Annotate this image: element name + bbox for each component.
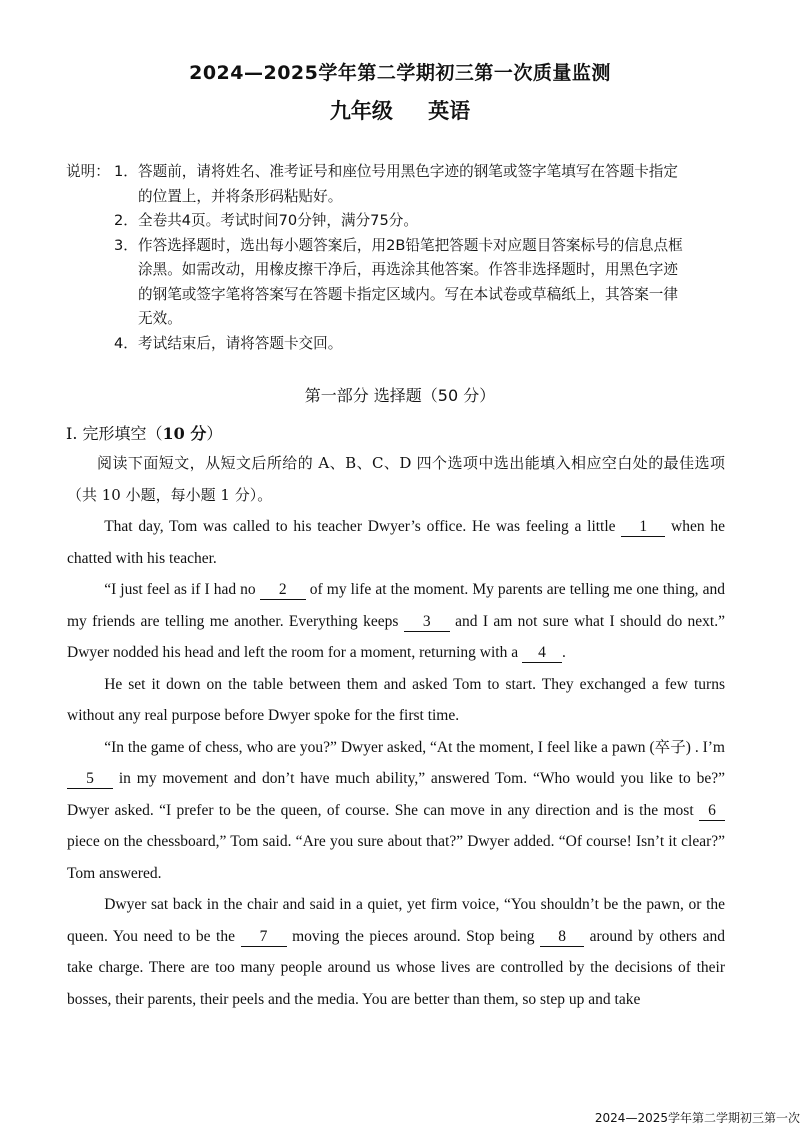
instruction-item (66, 234, 686, 332)
instructions (66, 160, 686, 356)
passage-paragraph (67, 511, 725, 574)
instruction-text: 考试结束后，请将答题卡交回。 (138, 334, 343, 352)
part-title-text: Ⅰ. 完形填空（ (66, 424, 163, 443)
blank-3: 3 (404, 613, 450, 632)
instruction-item (66, 209, 686, 234)
instruction-text: 全卷共4页。考试时间70分钟，满分75分。 (138, 212, 418, 229)
passage-paragraph (67, 732, 725, 890)
part-title-end: ） (206, 424, 223, 443)
exam-subtitle (0, 95, 800, 125)
blank-4: 4 (522, 644, 562, 663)
subject-label: 英语 (428, 99, 471, 123)
blank-1: 1 (621, 518, 665, 537)
passage-text: Dwyer sat back in the chair and said in a quiet, yet firm voice, “You shouldn’t be the pawn, or the queen. You need to be the (67, 896, 725, 945)
passage-text: in my movement and don’t have much ability,” answered Tom. “Who would you like to be?” Dwyer asked. “I prefer to be the queen, of course. She can move in any direction and is the most (67, 770, 725, 819)
blank-8: 8 (540, 928, 584, 947)
instruction-number: 4． (114, 334, 138, 352)
page-footer: 2024—2025学年第二学期初三第一次 (594, 1111, 800, 1125)
part-score: 10 分 (162, 424, 207, 443)
passage-text: around by others and take charge. There are too many people around us whose lives are controlled by the decisions of their bosses, their parents, their peels and the media. You are better than them, so step up and take (67, 927, 725, 1008)
passage-text: “I just feel as if I had no (104, 581, 260, 598)
instruction-text: 作答选择题时，选出每小题答案后，用2B铅笔把答题卡对应题目答案标号的信息点框涂黑。如需改动，用橡皮擦干净后，再选涂其他答案。作答非选择题时，用黑色字迹的钢笔或签字笔将答案写在答题卡指定区域内。写在本试卷或草稿纸上，其答案一律无效。 (138, 236, 683, 327)
instruction-number: 1． (114, 163, 138, 180)
passage (67, 448, 725, 1015)
instruction-number: 3． (114, 236, 138, 254)
blank-2: 2 (260, 581, 306, 600)
blank-6: 6 (699, 802, 725, 821)
instruction-item (66, 332, 686, 357)
passage-text: of my life at the moment. My parents are telling me one thing, and my friends are telling me another. Everything keeps (67, 581, 725, 630)
instruction-text: 答题前，请将姓名、准考证号和座位号用黑色字迹的钢笔或签字笔填写在答题卡指定的位置上，并将条形码粘贴好。 (138, 163, 678, 205)
part-title (66, 421, 222, 444)
section-title: 第一部分 选择题（50 分） (304, 386, 496, 405)
instruction-number: 2． (114, 212, 138, 229)
passage-text: and I am not sure what I should do next.” Dwyer nodded his head and left the room for a moment, returning with a (67, 612, 725, 661)
passage-paragraph (67, 889, 725, 1015)
instructions-label: 说明： (66, 163, 110, 180)
passage-text: . (561, 644, 566, 661)
exam-title: 2024—2025学年第二学期初三第一次质量监测 (189, 62, 611, 84)
instruction-item (66, 160, 686, 209)
passage-paragraph: He set it down on the table between them and asked Tom to start. They exchanged a few turns without any real purpose before Dwyer spoke for the first time. (67, 675, 725, 724)
passage-paragraph (67, 574, 725, 669)
blank-5: 5 (67, 770, 113, 789)
passage-text: when he chatted with his teacher. (67, 518, 725, 567)
part-intro: 阅读下面短文，从短文后所给的 A、B、C、D 四个选项中选出能填入相应空白处的最佳选项（共 10 小题，每小题 1 分）。 (67, 454, 725, 504)
passage-text: That day, Tom was called to his teacher Dwyer’s office. He was feeling a little (104, 518, 622, 535)
passage-text: “In the game of chess, who are you?” Dwyer asked, “At the moment, I feel like a pawn (卒子) . I’m (104, 738, 725, 756)
blank-7: 7 (241, 928, 287, 947)
passage-text: moving the pieces around. Stop being (286, 927, 541, 945)
passage-text: piece on the chessboard,” Tom said. “Are you sure about that?” Dwyer added. “Of course! Isn’t it clear?” Tom answered. (67, 833, 725, 882)
grade-label: 九年级 (329, 99, 393, 123)
